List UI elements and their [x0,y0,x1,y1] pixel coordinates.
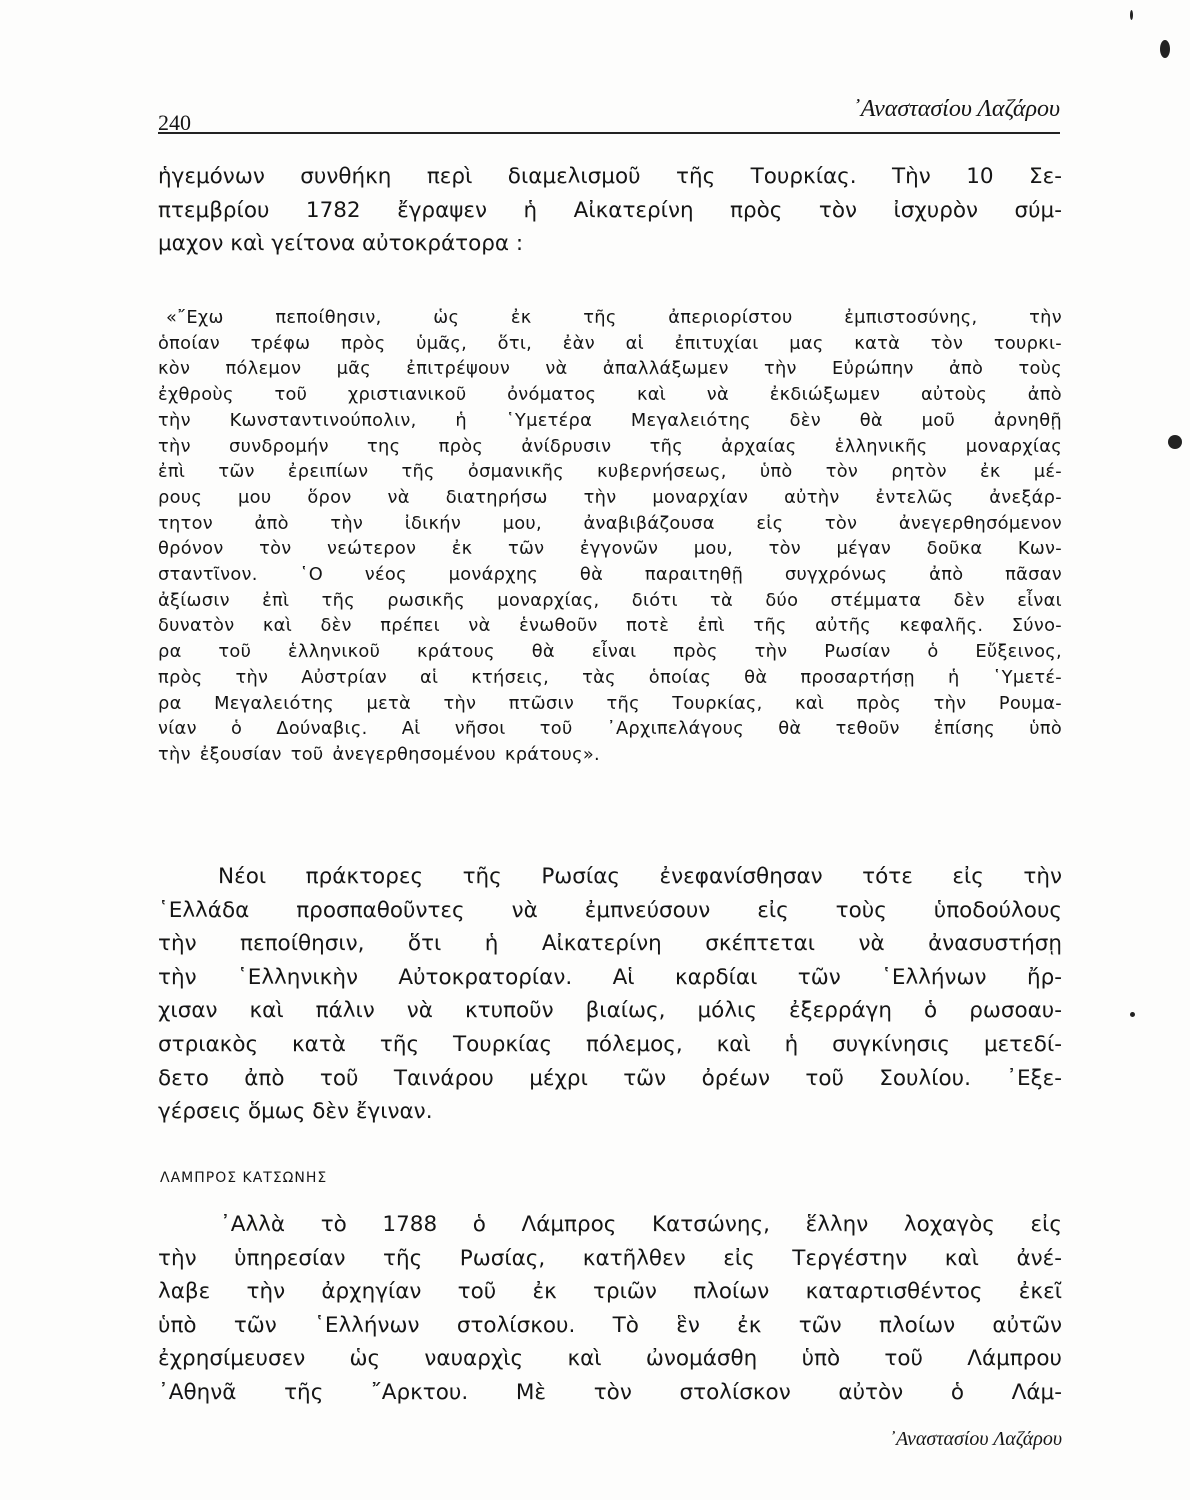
quote-line: ὁποίαν τρέφω πρὸς ὑμᾶς, ὅτι, ἐὰν αἱ ἐπιτυχίαι μας κατὰ τὸν τουρκι- [158,332,1062,354]
katsonis-paragraph [158,1208,1062,1410]
page-header [158,92,1060,136]
quote-line: ρους μου ὅρον νὰ διατηρήσω τὴν μοναρχίαν αὐτὴν ἐντελῶς ἀνεξάρ- [158,486,1062,508]
intro-paragraph [158,160,1062,261]
text-line: ῾Ελλάδα προσπαθοῦντες νὰ ἐμπνεύσουν εἰς τοὺς ὑποδούλους [158,897,1062,923]
text-line: μαχον καὶ γείτονα αὐτοκράτορα : [158,231,524,257]
ink-speck [1160,40,1170,58]
ink-speck [1130,10,1133,20]
quote-line: ἐπὶ τῶν ἐρειπίων τῆς ὀσμανικῆς κυβερνήσεως, ὑπὸ τὸν ρητὸν ἐκ μέ- [158,461,1062,483]
quote-line: τὴν συνδρομήν της πρὸς ἀνίδρυσιν τῆς ἀρχαίας ἑλληνικῆς μοναρχίας [158,435,1062,457]
quote-line: κὸν πόλεμον μᾶς ἐπιτρέψουν νὰ ἀπαλλάξωμεν τὴν Εὐρώπην ἀπὸ τοὺς [158,358,1062,380]
page-number: 240 [158,110,191,135]
text-line: χισαν καὶ πάλιν νὰ κτυποῦν βιαίως, μόλις ἐξερράγη ὁ ρωσοαυ- [158,998,1062,1024]
running-head-author: ᾿Αναστασίου Λαζάρου [852,96,1060,122]
quote-line: ἐχθροὺς τοῦ χριστιανικοῦ ὀνόματος καὶ νὰ ἐκδιώξωμεν αὐτοὺς ἀπὸ [158,384,1062,406]
quote-line: τητον ἀπὸ τὴν ἰδικήν μου, ἀναβιβάζουσα εἰς τὸν ἀνεγερθησόμενον [158,512,1062,534]
text-line: ἐχρησίμευσεν ὡς ναυαρχὶς καὶ ὠνομάσθη ὑπὸ τοῦ Λάμπρου [158,1346,1062,1372]
russian-agents-paragraph [158,860,1062,1129]
quote-line: τὴν Κωνσταντινούπολιν, ἡ ῾Υμετέρα Μεγαλειότης δὲν θὰ μοῦ ἀρνηθῇ [158,409,1062,431]
text-line: ᾿Αλλὰ τὸ 1788 ὁ Λάμπρος Κατσώνης, ἕλλην λοχαγὸς εἰς [220,1212,1062,1237]
footer-signature: ᾿Αναστασίου Λαζάρου [889,1428,1062,1450]
text-line: τὴν ὑπηρεσίαν τῆς Ρωσίας, κατῆλθεν εἰς Τεργέστην καὶ ἀνέ- [158,1245,1062,1271]
quote-line: θρόνον τὸν νεώτερον ἐκ τῶν ἐγγονῶν μου, τὸν μέγαν δοῦκα Κων- [158,538,1062,560]
ink-speck [1168,435,1182,449]
quote-line: νίαν ὁ Δούναβις. Αἱ νῆσοι τοῦ ᾿Αρχιπελάγους θὰ τεθοῦν ἐπίσης ὑπὸ [158,718,1062,740]
quote-line: δυνατὸν καὶ δὲν πρέπει νὰ ἑνωθοῦν ποτὲ ἐπὶ τῆς αὐτῆς κεφαλῆς. Σύνο- [158,615,1062,637]
text-line: λαβε τὴν ἀρχηγίαν τοῦ ἐκ τριῶν πλοίων καταρτισθέντος ἐκεῖ [158,1279,1062,1305]
text-line: δετο ἀπὸ τοῦ Ταινάρου μέχρι τῶν ὀρέων τοῦ Σουλίου. ᾿Εξε- [158,1065,1062,1091]
text-line: ὑπὸ τῶν ῾Ελλήνων στολίσκου. Τὸ ἓν ἐκ τῶν πλοίων αὐτῶν [158,1312,1062,1338]
quote-line: ἀξίωσιν ἐπὶ τῆς ρωσικῆς μοναρχίας, διότι τὰ δύο στέμματα δὲν εἶναι [158,589,1062,611]
text-line: στριακὸς κατὰ τῆς Τουρκίας πόλεμος, καὶ ἡ συγκίνησις μετεδί- [158,1031,1062,1057]
quote-line: ρα Μεγαλειότης μετὰ τὴν πτῶσιν τῆς Τουρκίας, καὶ πρὸς τὴν Ρουμα- [158,692,1062,714]
text-line: Νέοι πράκτορες τῆς Ρωσίας ἐνεφανίσθησαν τότε εἰς τὴν [218,864,1062,889]
ink-speck [1130,1012,1135,1017]
header-rule [158,132,1060,134]
text-line: γέρσεις ὅμως δὲν ἔγιναν. [158,1099,433,1125]
section-heading: ΛΑΜΠΡΟΣ ΚΑΤΣΩΝΗΣ [160,1170,328,1186]
quote-line: τὴν ἐξουσίαν τοῦ ἀνεγερθησομένου κράτους». [158,743,600,765]
text-line: τὴν ῾Ελληνικὴν Αὐτοκρατορίαν. Αἱ καρδίαι τῶν ῾Ελλήνων ἤρ- [158,964,1062,990]
text-line: ἡγεμόνων συνθήκη περὶ διαμελισμοῦ τῆς Τουρκίας. Τὴν 10 Σε- [158,164,1062,189]
quote-line: ρα τοῦ ἑλληνικοῦ κράτους θὰ εἶναι πρὸς τὴν Ρωσίαν ὁ Εὔξεινος, [158,641,1062,663]
text-line: τὴν πεποίθησιν, ὅτι ἡ Αἰκατερίνη σκέπτεται νὰ ἀνασυστήσῃ [158,931,1062,957]
catherine-letter-quote [158,305,1062,768]
quote-line: «῎Εχω πεποίθησιν, ὡς ἐκ τῆς ἀπεριορίστου ἐμπιστοσύνης, τὴν [166,307,1062,328]
text-line: ᾿Αθηνᾶ τῆς ῎Αρκτου. Μὲ τὸν στολίσκον αὐτὸν ὁ Λάμ- [158,1379,1062,1405]
text-line: πτεμβρίου 1782 ἔγραψεν ἡ Αἰκατερίνη πρὸς τὸν ἰσχυρὸν σύμ- [158,197,1062,223]
quote-line: σταντῖνον. ῾Ο νέος μονάρχης θὰ παραιτηθῇ συγχρόνως ἀπὸ πᾶσαν [158,564,1062,586]
quote-line: πρὸς τὴν Αὐστρίαν αἱ κτήσεις, τὰς ὁποίας θὰ προσαρτήσῃ ἡ ῾Υμετέ- [158,666,1062,688]
